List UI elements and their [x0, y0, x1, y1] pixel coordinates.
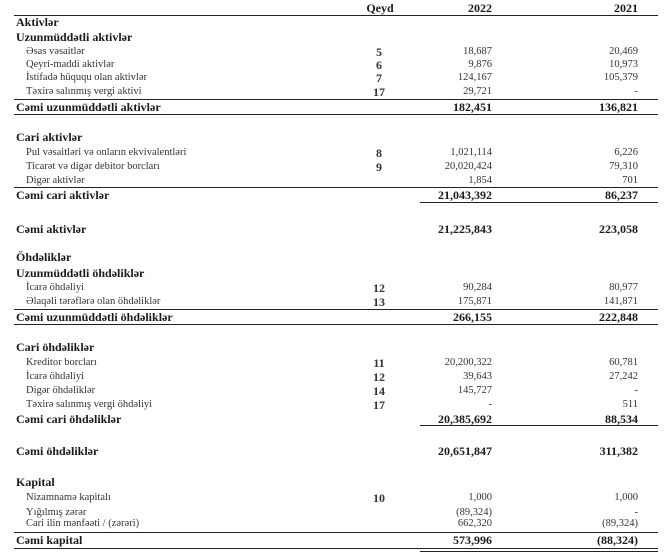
table-rule — [14, 309, 658, 310]
total-row — [0, 222, 671, 236]
value-2021: 136,821 — [599, 100, 638, 114]
value-2021: - — [634, 507, 638, 518]
row-label: Uzunmüddətli öhdəliklər — [16, 266, 145, 280]
note-ref: 5 — [376, 45, 382, 59]
row-label: Təxirə salınmış vergi öhdəliyi — [26, 399, 153, 410]
line-item-row — [0, 370, 671, 384]
note-ref: 12 — [373, 281, 385, 295]
value-2022: 20,385,692 — [438, 412, 492, 426]
note-ref: 17 — [373, 85, 385, 99]
year-2022-header: 2022 — [468, 1, 492, 15]
row-label: Pul vəsaitləri və onların ekvivalentləri — [26, 147, 187, 158]
section-heading — [0, 30, 671, 44]
value-2022: - — [488, 399, 492, 410]
line-item-row — [0, 384, 671, 398]
row-label: Aktivlər — [16, 15, 59, 29]
value-2022: 20,020,424 — [444, 161, 492, 172]
note-ref: 17 — [373, 398, 385, 412]
value-2022: 266,155 — [453, 310, 492, 324]
value-2021: 79,310 — [609, 161, 638, 172]
value-2022: 39,643 — [463, 371, 492, 382]
line-item-row — [0, 398, 671, 412]
value-2022: 662,320 — [457, 518, 492, 529]
value-2021: 80,977 — [609, 282, 638, 293]
value-2022: 9,876 — [468, 59, 492, 70]
row-label: Cəmi cari öhdəliklər — [16, 412, 122, 426]
value-2022: (89,324) — [456, 507, 492, 518]
row-label: İstifadə hüququ olan aktivlər — [26, 72, 148, 83]
row-label: Öhdəliklər — [16, 250, 72, 264]
line-item-row — [0, 295, 671, 309]
value-2022: 20,200,322 — [444, 357, 492, 368]
note-ref: 7 — [376, 71, 382, 85]
total-row — [0, 188, 671, 202]
row-label: İcarə öhdəliyi — [26, 282, 85, 293]
row-label: Cəmi uzunmüddətli aktivlər — [16, 100, 161, 114]
note-column-header: Qeyd — [366, 1, 394, 15]
row-label: Cəmi uzunmüddətli öhdəliklər — [16, 310, 173, 324]
table-rule — [14, 324, 658, 325]
row-label: Cəmi aktivlər — [16, 222, 87, 236]
value-2022: 145,727 — [457, 385, 492, 396]
value-2021: 20,469 — [609, 46, 638, 57]
row-label: Təxirə salınmış vergi aktivi — [26, 86, 142, 97]
row-label: Cəmi kapital — [16, 533, 83, 547]
row-label: Cəmi öhdəliklər — [16, 444, 99, 458]
line-item-row — [0, 517, 671, 531]
line-item-row — [0, 281, 671, 295]
table-rule — [420, 202, 658, 203]
table-rule — [14, 532, 658, 533]
column-header-row — [0, 1, 671, 15]
value-2021: 311,382 — [599, 444, 638, 458]
line-item-row — [0, 85, 671, 99]
value-2021: 86,237 — [605, 188, 638, 202]
line-item-row — [0, 58, 671, 72]
note-ref: 14 — [373, 384, 385, 398]
value-2021: - — [634, 86, 638, 97]
value-2022: 90,284 — [463, 282, 492, 293]
value-2021: 6,226 — [614, 147, 638, 158]
note-ref: 13 — [373, 295, 385, 309]
value-2022: 124,167 — [457, 72, 492, 83]
table-rule — [14, 99, 658, 100]
section-heading — [0, 250, 671, 264]
table-rule — [420, 425, 658, 426]
line-item-row — [0, 160, 671, 174]
table-rule — [14, 548, 658, 549]
total-row — [0, 310, 671, 324]
total-row — [0, 533, 671, 547]
line-item-row — [0, 146, 671, 160]
value-2021: (89,324) — [602, 518, 638, 529]
value-2021: 1,000 — [614, 492, 638, 503]
row-label: Yığılmış zərər — [26, 507, 87, 518]
value-2022: 29,721 — [463, 86, 492, 97]
line-item-row — [0, 174, 671, 188]
row-label: Qeyri-maddi aktivlər — [26, 59, 115, 70]
value-2022: 18,687 — [463, 46, 492, 57]
row-label: Digər aktivlər — [26, 175, 85, 186]
value-2022: 1,854 — [468, 175, 492, 186]
value-2022: 21,225,843 — [438, 222, 492, 236]
row-label: Cari öhdəliklər — [16, 340, 95, 354]
value-2021: 88,534 — [605, 412, 638, 426]
note-ref: 6 — [376, 58, 382, 72]
section-heading — [0, 130, 671, 144]
table-rule — [14, 187, 658, 188]
row-label: Digər öhdəliklər — [26, 385, 96, 396]
row-label: Kreditor borcları — [26, 357, 97, 368]
value-2021: 10,973 — [609, 59, 638, 70]
row-label: Cəmi cari aktivlər — [16, 188, 110, 202]
line-item-row — [0, 45, 671, 59]
value-2021: 222,848 — [599, 310, 638, 324]
value-2021: 223,058 — [599, 222, 638, 236]
value-2022: 175,871 — [457, 296, 492, 307]
value-2022: 20,651,847 — [438, 444, 492, 458]
note-ref: 12 — [373, 370, 385, 384]
row-label: Cari ilin mənfəəti / (zərəri) — [26, 518, 140, 529]
section-heading — [0, 475, 671, 489]
total-row — [0, 444, 671, 458]
note-ref: 11 — [373, 356, 385, 370]
line-item-row — [0, 491, 671, 505]
row-label: İcarə öhdəliyi — [26, 371, 85, 382]
total-row — [0, 100, 671, 114]
row-label: Əsas vəsaitlər — [26, 46, 85, 57]
section-heading — [0, 15, 671, 29]
row-label: Ticarət və digər debitor borcları — [26, 161, 160, 172]
line-item-row — [0, 71, 671, 85]
value-2021: 27,242 — [609, 371, 638, 382]
value-2022: 573,996 — [453, 533, 492, 547]
section-heading — [0, 266, 671, 280]
value-2021: 511 — [622, 399, 638, 410]
row-label: Kapital — [16, 475, 55, 489]
value-2022: 1,021,114 — [450, 147, 492, 158]
value-2021: 701 — [622, 175, 638, 186]
row-label: Nizamnamə kapitalı — [26, 492, 111, 503]
line-item-row — [0, 356, 671, 370]
value-2021: 60,781 — [609, 357, 638, 368]
row-label: Cari aktivlər — [16, 130, 83, 144]
section-heading — [0, 340, 671, 354]
note-ref: 8 — [376, 146, 382, 160]
value-2021: (88,324) — [597, 533, 638, 547]
table-rule — [14, 114, 658, 115]
year-2021-header: 2021 — [614, 1, 638, 15]
note-ref: 9 — [376, 160, 382, 174]
table-rule — [420, 551, 658, 552]
value-2022: 21,043,392 — [438, 188, 492, 202]
value-2021: 141,871 — [603, 296, 638, 307]
row-label: Əlaqəli tərəflərə olan öhdəliklər — [26, 296, 161, 307]
value-2021: - — [634, 385, 638, 396]
note-ref: 10 — [373, 491, 385, 505]
row-label: Uzunmüddətli aktivlər — [16, 30, 133, 44]
value-2022: 182,451 — [453, 100, 492, 114]
value-2021: 105,379 — [603, 72, 638, 83]
value-2022: 1,000 — [468, 492, 492, 503]
total-row — [0, 412, 671, 426]
